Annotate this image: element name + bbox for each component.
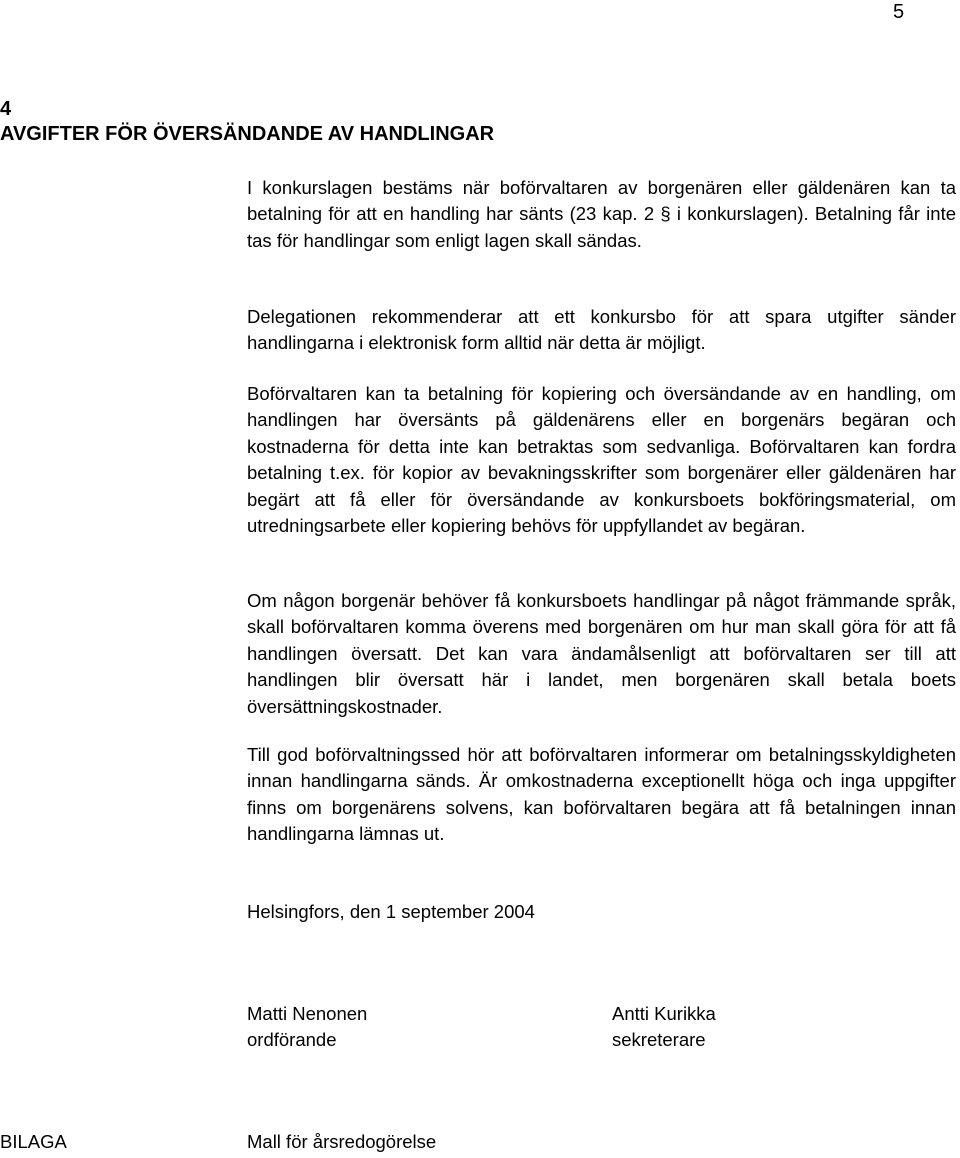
page-number: 5 (893, 1, 905, 23)
place-and-date: Helsingfors, den 1 september 2004 (247, 901, 535, 922)
section-number: 4 (0, 98, 12, 120)
paragraph-2: Delegationen rekommenderar att ett konkursbo för att spara utgifter sänder handlingarna i elektronisk form alltid när detta är möjligt. (247, 306, 956, 354)
signatory-1-name: Matti Nenonen (247, 1003, 368, 1024)
signatory-1-role: ordförande (247, 1029, 337, 1050)
paragraph-3: Boförvaltaren kan ta betalning för kopiering och översändande av en handling, om handlingen har översänts på gäldenärens eller en borgenärs begäran och kostnaderna för detta inte kan betraktas som sedvanliga. Boförvaltaren kan fordra betalning t.ex. för kopior av bevakningsskrifter som borgenärer eller gäldenären har begärt att få eller för översändande av konkursboets bokföringsmaterial, om utredningsarbete eller kopiering behövs för uppfyllandet av begäran. (247, 383, 956, 537)
signatory-2-role: sekreterare (612, 1029, 706, 1050)
section-title: AVGIFTER FÖR ÖVERSÄNDANDE AV HANDLINGAR (0, 123, 495, 145)
paragraph-1: I konkurslagen bestäms när boförvaltaren av borgenären eller gäldenären kan ta betalning för att en handling har sänts (23 kap. 2 § i konkurslagen). Betalning får inte tas för handlingar som enligt lagen skall sändas. (247, 177, 956, 251)
paragraph-5: Till god boförvaltningssed hör att boförvaltaren informerar om betalningsskyldigheten innan handlingarna sänds. Är omkostnaderna exceptionellt höga och inga uppgifter finns om borgenärens solvens, kan boförvaltaren begära att få betalningen innan handlingarna lämnas ut. (247, 744, 956, 845)
attachment-title: Mall för årsredogörelse (247, 1131, 437, 1152)
signatory-2-name: Antti Kurikka (612, 1003, 716, 1024)
paragraph-4: Om någon borgenär behöver få konkursboets handlingar på något främmande språk, skall boförvaltaren komma överens med borgenären om hur man skall göra för att få handlingen översatt. Det kan vara ändamålsenligt att boförvaltaren ser till att handlingen blir översatt här i landet, men borgenären skall betala boets översättningskostnader. (247, 590, 956, 717)
attachment-label: BILAGA (0, 1131, 67, 1152)
